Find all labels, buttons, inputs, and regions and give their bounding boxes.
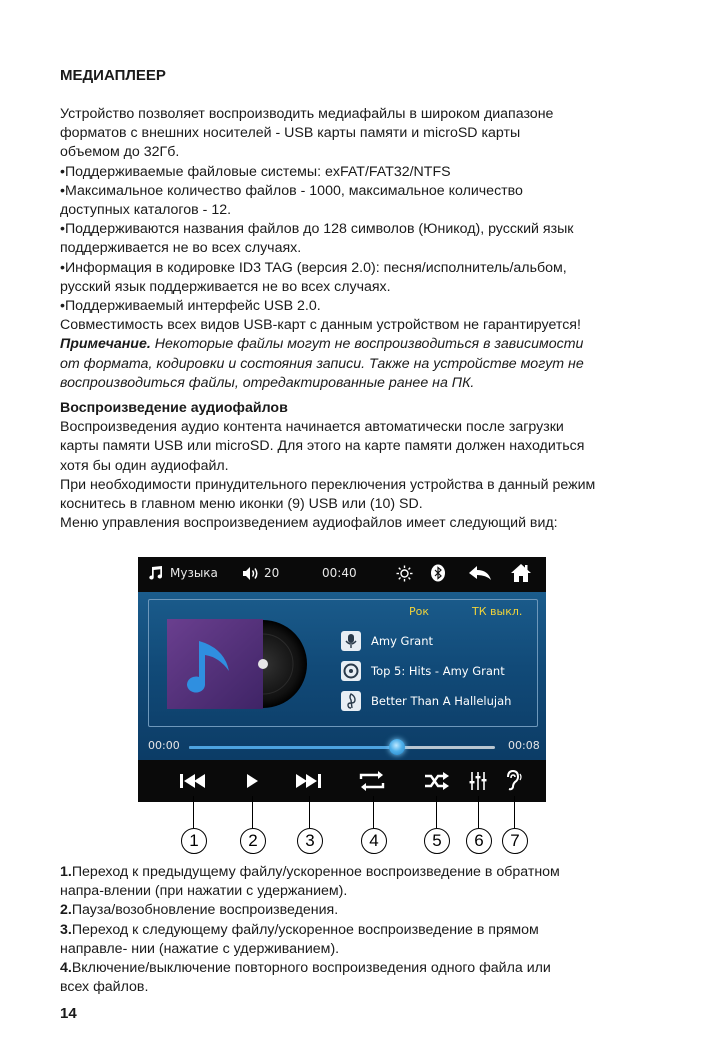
callout-4: 4 [361,828,387,854]
text-line: Устройство позволяет воспроизводить медиафайлы в широком диапазоне [60,106,554,122]
text-line: хотя бы один аудиофайл. [60,457,229,474]
bluetooth-icon[interactable] [430,564,446,582]
callout-line [478,796,479,828]
text-line: Воспроизведения аудио контента начинается автоматически после загрузки [60,419,564,436]
note-label: Примечание. [60,336,151,353]
legend-list [60,863,670,997]
elapsed-time: 00:00 [148,739,180,752]
item-text: Включение/выключение повторного воспроизведения одного файла или [71,960,551,977]
legend-item-cont: направле- нии (нажатие с удерживанием). [60,940,340,957]
legend-item-cont: всех файлов. [60,979,149,996]
callout-6: 6 [466,828,492,854]
track-row [341,691,546,715]
callout-7: 7 [502,828,528,854]
callout-5: 5 [424,828,450,854]
ear-icon[interactable] [502,768,524,794]
text-line: поддерживается не во всех случаях. [60,240,302,257]
speaker-icon[interactable] [242,566,262,581]
text-line: •Поддерживаемый интерфейс USB 2.0. [60,298,321,315]
progress-fill [189,746,397,749]
legend-item [60,959,670,978]
total-time: 00:08 [508,739,540,752]
callout-2: 2 [240,828,266,854]
note-line [60,335,670,354]
text-line: Меню управления воспроизведением аудиофайлов имеет следующий вид: [60,515,558,532]
back-arrow-icon[interactable] [468,565,492,582]
artist-name: Amy Grant [371,634,434,648]
item-number: 3. [60,921,72,938]
callout-3: 3 [297,828,323,854]
note-line: воспроизводиться файлы, отредактированные ранее на ПК. [60,374,475,391]
item-number: 1. [60,864,72,880]
microphone-icon [341,631,361,651]
text-line: При необходимости принудительного переключения устройства в данный режим [60,476,596,493]
text-line: карты памяти USB или microSD. Для этого на карте памяти должен находиться [60,438,585,455]
tk-status: ТК выкл. [472,605,523,618]
disc-icon [341,661,361,681]
clock: 00:40 [322,566,357,580]
note-text: Некоторые файлы могут не воспроизводиться в зависимости [150,336,584,353]
item-number: 4. [60,960,72,977]
track-info-frame [148,599,538,727]
audio-section [60,399,670,533]
callout-line [193,796,194,828]
genre-label: Рок [409,605,430,618]
callout-line [436,796,437,828]
next-icon[interactable] [292,768,324,794]
treble-clef-icon [341,691,361,711]
artist-row [341,631,546,655]
section-title: Воспроизведение аудиофайлов [60,400,288,416]
text-line: •Поддерживаемые файловые системы: exFAT/FAT32/NTFS [60,163,451,180]
legend-item [60,921,670,940]
text-line: •Максимальное количество файлов - 1000, максимальное количество [60,182,523,199]
play-icon[interactable] [242,768,262,794]
repeat-icon[interactable] [357,768,387,794]
previous-icon[interactable] [178,768,210,794]
media-player-screen [138,557,546,802]
text-line: форматов с внешних носителей - USB карты памяти и microSD карты [60,125,521,142]
track-title: Better Than A Hallelujah [371,694,512,708]
text-line: русский язык поддерживается не во всех случаях. [60,278,391,295]
text-line: коснитесь в главном меню иконки (9) USB или (10) SD. [60,496,423,513]
album-name: Top 5: Hits - Amy Grant [371,664,505,678]
item-number: 2. [60,902,72,919]
progress-knob[interactable] [389,739,405,755]
text-line: объемом до 32Гб. [60,144,180,161]
item-text: Пауза/возобновление воспроизведения. [71,902,339,919]
music-note-icon [148,565,164,581]
equalizer-icon[interactable] [468,768,488,794]
callout-line [373,796,374,828]
callout-line [514,796,515,828]
item-text: Переход к следующему файлу/ускоренное воспроизведение в прямом [71,921,539,938]
legend-item [60,901,670,920]
text-line: Совместимость всех видов USB-карт с данным устройством не гарантируется! [60,317,581,334]
legend-item-cont: напра-влении (при нажатии с удержанием). [60,883,348,900]
callout-line [252,796,253,828]
volume-level: 20 [264,566,280,580]
text-line: доступных каталогов - 12. [60,202,232,219]
callout-line [309,796,310,828]
source-label: Музыка [170,566,218,580]
text-line: •Поддерживаются названия файлов до 128 символов (Юникод), русский язык [60,221,574,238]
note-line: от формата, кодировки и состояния записи. Также на устройстве могут не [60,355,584,372]
callout-1: 1 [181,828,207,854]
status-bar [138,557,546,592]
page-title: МЕДИАПЛЕЕР [60,67,166,84]
shuffle-icon[interactable] [424,768,450,794]
home-icon[interactable] [510,563,532,583]
album-art [159,619,319,709]
page-number: 14 [60,1005,77,1022]
progress-bar[interactable] [189,746,495,749]
now-playing-panel [138,592,546,760]
intro-text [60,105,670,393]
brightness-icon[interactable] [396,565,413,582]
album-row [341,661,546,685]
text-line: •Информация в кодировке ID3 TAG (версия 2.0): песня/исполнитель/альбом, [60,259,567,276]
playback-controls [138,760,546,802]
item-text: Переход к предыдущему файлу/ускоренное воспроизведение в обратном [71,864,560,880]
legend-item [60,863,670,882]
